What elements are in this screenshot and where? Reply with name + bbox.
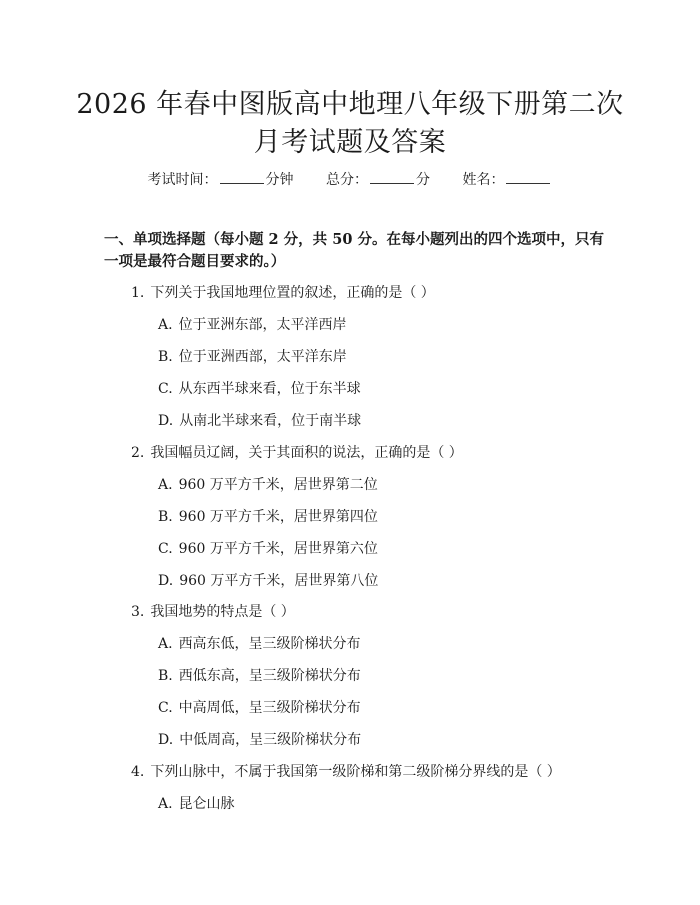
question-1: 1. 下列关于我国地理位置的叙述，正确的是（ ） [131,285,435,301]
question-3-option-c: C. 中高周低，呈三级阶梯状分布 [158,700,361,716]
time-field: 考试时间： 分钟 [147,172,294,188]
question-2-option-b: B. 960 万平方千米，居世界第四位 [158,509,378,525]
question-4: 4. 下列山脉中，不属于我国第一级阶梯和第二级阶梯分界线的是（ ） [131,764,561,780]
title-line-2: 月考试题及答案 [253,127,447,158]
question-2-option-c: C. 960 万平方千米，居世界第六位 [158,541,378,557]
question-4-option-a: A. 昆仑山脉 [158,796,235,812]
question-3-option-a: A. 西高东低，呈三级阶梯状分布 [158,636,361,652]
question-1-option-b: B. 位于亚洲西部，太平洋东岸 [158,349,347,365]
question-3-option-d: D. 中低周高，呈三级阶梯状分布 [158,732,362,748]
score-field: 总分： 分 [326,172,430,188]
question-1-option-d: D. 从南北半球来看，位于南半球 [158,413,362,429]
title-line-1: 2026 年春中图版高中地理八年级下册第二次 [76,89,624,120]
question-1-option-a: A. 位于亚洲东部，太平洋西岸 [158,317,347,333]
question-3-option-b: B. 西低东高，呈三级阶梯状分布 [158,668,361,684]
section-heading: 一、单项选择题（每小题 2 分，共 50 分。在每小题列出的四个选项中，只有一项是最符合题目要求的。） [104,231,604,270]
exam-meta [0,169,700,189]
question-3: 3. 我国地势的特点是（ ） [131,604,295,620]
question-2: 2. 我国幅员辽阔，关于其面积的说法，正确的是（ ） [131,445,463,461]
question-2-option-a: A. 960 万平方千米，居世界第二位 [158,477,378,493]
question-1-option-c: C. 从东西半球来看，位于东半球 [158,381,361,397]
question-2-option-d: D. 960 万平方千米，居世界第八位 [158,573,379,589]
time-blank [220,171,264,184]
name-field: 姓名： [462,172,552,188]
score-blank [370,171,414,184]
name-blank [506,171,550,184]
